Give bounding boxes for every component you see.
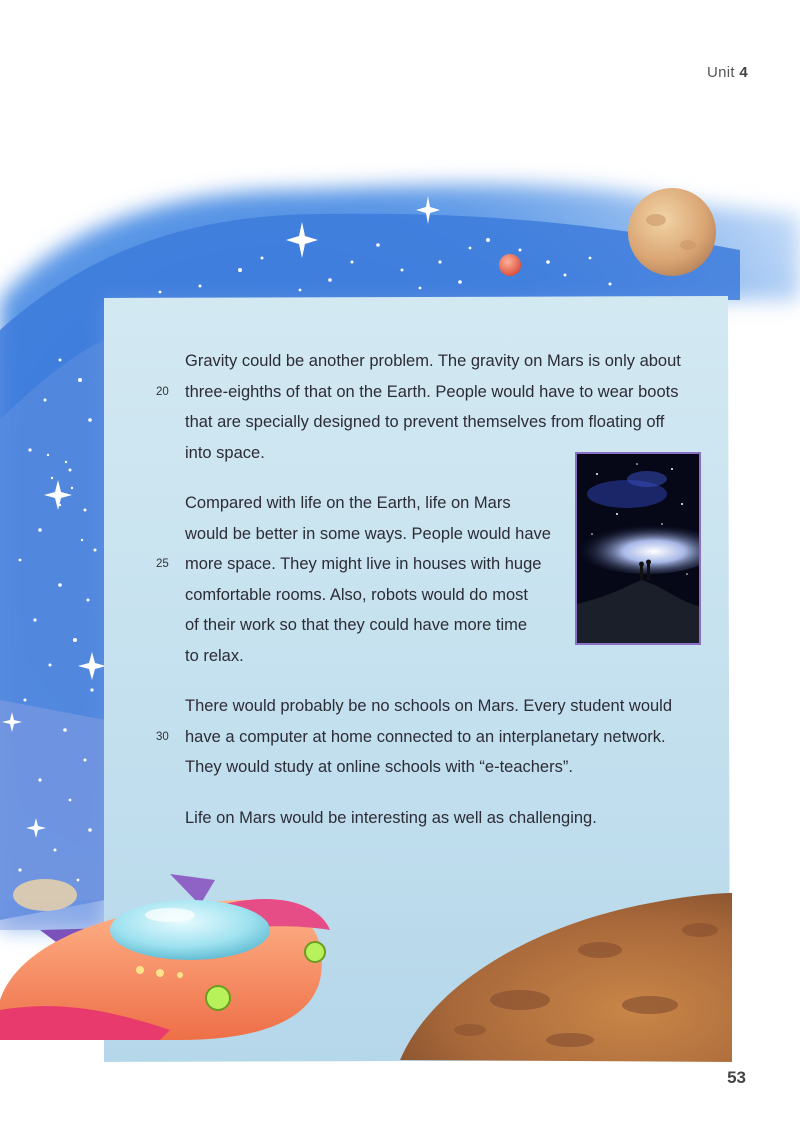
text-line: would be better in some ways. People would have: [185, 524, 551, 543]
text-line: comfortable rooms. Also, robots would do most: [185, 585, 528, 604]
unit-word: Unit: [707, 64, 735, 81]
text-line: 20 three-eighths of that on the Earth. People would have to wear boots: [185, 377, 725, 408]
text-line: to relax.: [185, 646, 244, 665]
article-body: [156, 346, 725, 853]
text-line: that are specially designed to prevent themselves from floating off: [185, 413, 665, 431]
page-number: 53: [727, 1068, 746, 1087]
text-line: 30 have a computer at home connected to an interplanetary network.: [185, 722, 725, 753]
line-number: 30: [156, 730, 169, 743]
text-line: into space.: [185, 443, 265, 462]
paragraph-schools: [156, 691, 725, 783]
text-line: They would study at online schools with “e-teachers”.: [185, 758, 573, 776]
text-line: Gravity could be another problem. The gravity on Mars is only about: [185, 352, 681, 370]
unit-header: [707, 64, 748, 81]
text-line: Life on Mars would be interesting as well as challenging.: [185, 808, 597, 827]
paragraph-conclusion: [185, 803, 725, 834]
text-line: Compared with life on the Earth, life on Mars: [185, 494, 511, 512]
unit-number: 4: [739, 64, 748, 81]
line-number: 20: [156, 385, 169, 398]
paragraph-life-comparison: [156, 488, 575, 671]
paragraph-gravity: [156, 346, 725, 468]
text-line: There would probably be no schools on Mars. Every student would: [185, 697, 673, 715]
line-number: 25: [156, 558, 169, 570]
text-line: of their work so that they could have more time: [185, 616, 528, 634]
text-line: 25 more space. They might live in houses with huge: [185, 549, 575, 580]
